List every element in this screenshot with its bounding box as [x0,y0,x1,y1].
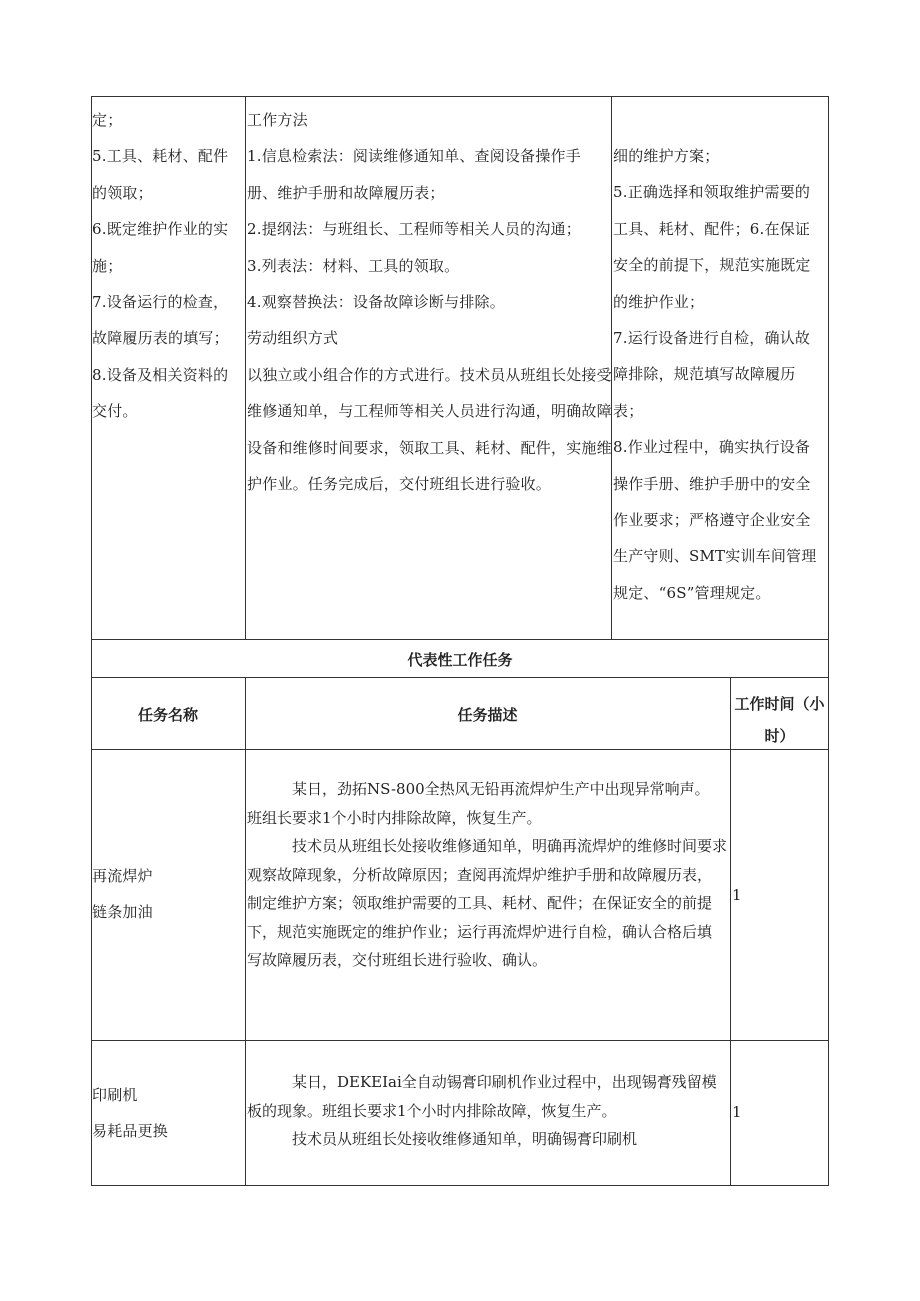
task-name [92,1077,242,1149]
text-line: 7.设备运行的检查， [92,293,229,312]
desc-line: 写故障履历表，交付班组长进行验收、确认。 [247,951,548,969]
task-description [247,1068,728,1154]
header-task-name: 任务名称 [137,706,198,724]
section-title: 代表性工作任务 [407,651,513,669]
task-time: 1 [732,1103,742,1121]
text-line: 细的维护方案； [613,147,720,165]
text-line: 5.正确选择和领取维护需要的 [613,183,811,202]
desc-line: 下，规范实施既定的维护作业；运行再流焊炉进行自检，确认合格后填 [247,922,713,941]
text-line: 故障履历表的填写； [92,329,229,348]
desc-line: 班组长要求1个小时内排除故障，恢复生产。 [247,808,542,827]
text-line: 维修通知单，与工程师等相关人员进行沟通，明确故障 [247,402,612,421]
text-line: 的维护作业； [613,292,705,311]
text-line: 工具、耗材、配件；6.在保证 [613,219,811,238]
text-line: 6.既定维护作业的实 [92,220,229,239]
top-cell-2 [247,102,612,502]
header-work-time-line2: 时） [764,727,795,745]
text-line: 的领取； [92,183,153,202]
text-line: 册、维护手册和故障履历表； [247,183,445,202]
desc-line: 某日，劲拓NS-800全热风无铅再流焊炉生产中出现异常响声。 [292,780,710,798]
row-divider [91,1040,829,1041]
task-name [92,858,242,930]
text-line: 障排除，规范填写故障履历 [613,365,796,384]
task-name-line: 再流焊炉 [92,867,153,885]
text-line: 作业要求；严格遵守企业安全 [613,511,811,530]
task-description [247,775,728,975]
col-divider [245,96,246,639]
text-line: 安全的前提下，规范实施既定 [613,256,811,275]
header-task-desc: 任务描述 [457,706,518,724]
col-divider [245,677,246,1186]
row-divider [91,749,829,750]
desc-line: 技术员从班组长处接收维修通知单，明确锡膏印刷机 [292,1130,638,1148]
text-line: 表； [613,401,644,420]
desc-line: 制定维护方案；领取维护需要的工具、耗材、配件；在保证安全的前提 [247,894,713,912]
task-name-line: 印刷机 [92,1086,138,1104]
desc-line: 技术员从班组长处接收维修通知单，明确再流焊炉的维修时间要求 [292,837,728,855]
text-line: 生产守则、SMT实训车间管理 [613,547,817,566]
desc-line: 板的现象。班组长要求1个小时内排除故障，恢复生产。 [247,1101,617,1120]
header-work-time [730,688,829,752]
text-line: 5.工具、耗材、配件 [92,147,229,166]
text-line: 定； [92,111,123,129]
text-line: 施； [92,256,123,275]
text-line: 4.观察替换法：设备故障诊断与排除。 [247,293,505,312]
desc-line: 观察故障现象，分析故障原因；查阅再流焊炉维护手册和故障履历表， [247,865,713,884]
row-divider [91,677,829,678]
text-line: 8.设备及相关资料的 [92,365,229,384]
text-line: 3.列表法：材料、工具的领取。 [247,256,460,275]
desc-line: 某日，DEKEIai全自动锡膏印刷机作业过程中，出现锡膏残留模 [292,1073,717,1091]
text-line: 工作方法 [247,111,308,129]
col-divider [730,677,731,1186]
text-line: 以独立或小组合作的方式进行。技术员从班组长处接受 [247,365,612,384]
text-line: 操作手册、维护手册中的安全 [613,474,811,493]
top-cell-3 [613,138,827,611]
text-line: 劳动组织方式 [247,329,339,348]
text-line: 交付。 [92,402,138,421]
top-cell-1 [92,102,242,430]
task-name-line: 易耗品更换 [92,1122,169,1140]
text-line: 8.作业过程中，确实执行设备 [613,438,811,457]
text-line: 7.运行设备进行自检，确认故 [613,329,811,348]
text-line: 护作业。任务完成后，交付班组长进行验收。 [247,475,552,494]
text-line: 规定、“6S”管理规定。 [613,583,771,602]
row-divider [91,639,829,640]
text-line: 设备和维修时间要求，领取工具、耗材、配件，实施维 [247,438,612,457]
task-name-line: 链条加油 [92,903,153,921]
text-line: 1.信息检索法：阅读维修通知单、查阅设备操作手 [247,147,581,166]
text-line: 2.提纲法：与班组长、工程师等相关人员的沟通； [247,220,581,239]
task-time: 1 [732,886,742,904]
header-work-time-line1: 工作时间（小 [734,695,825,713]
